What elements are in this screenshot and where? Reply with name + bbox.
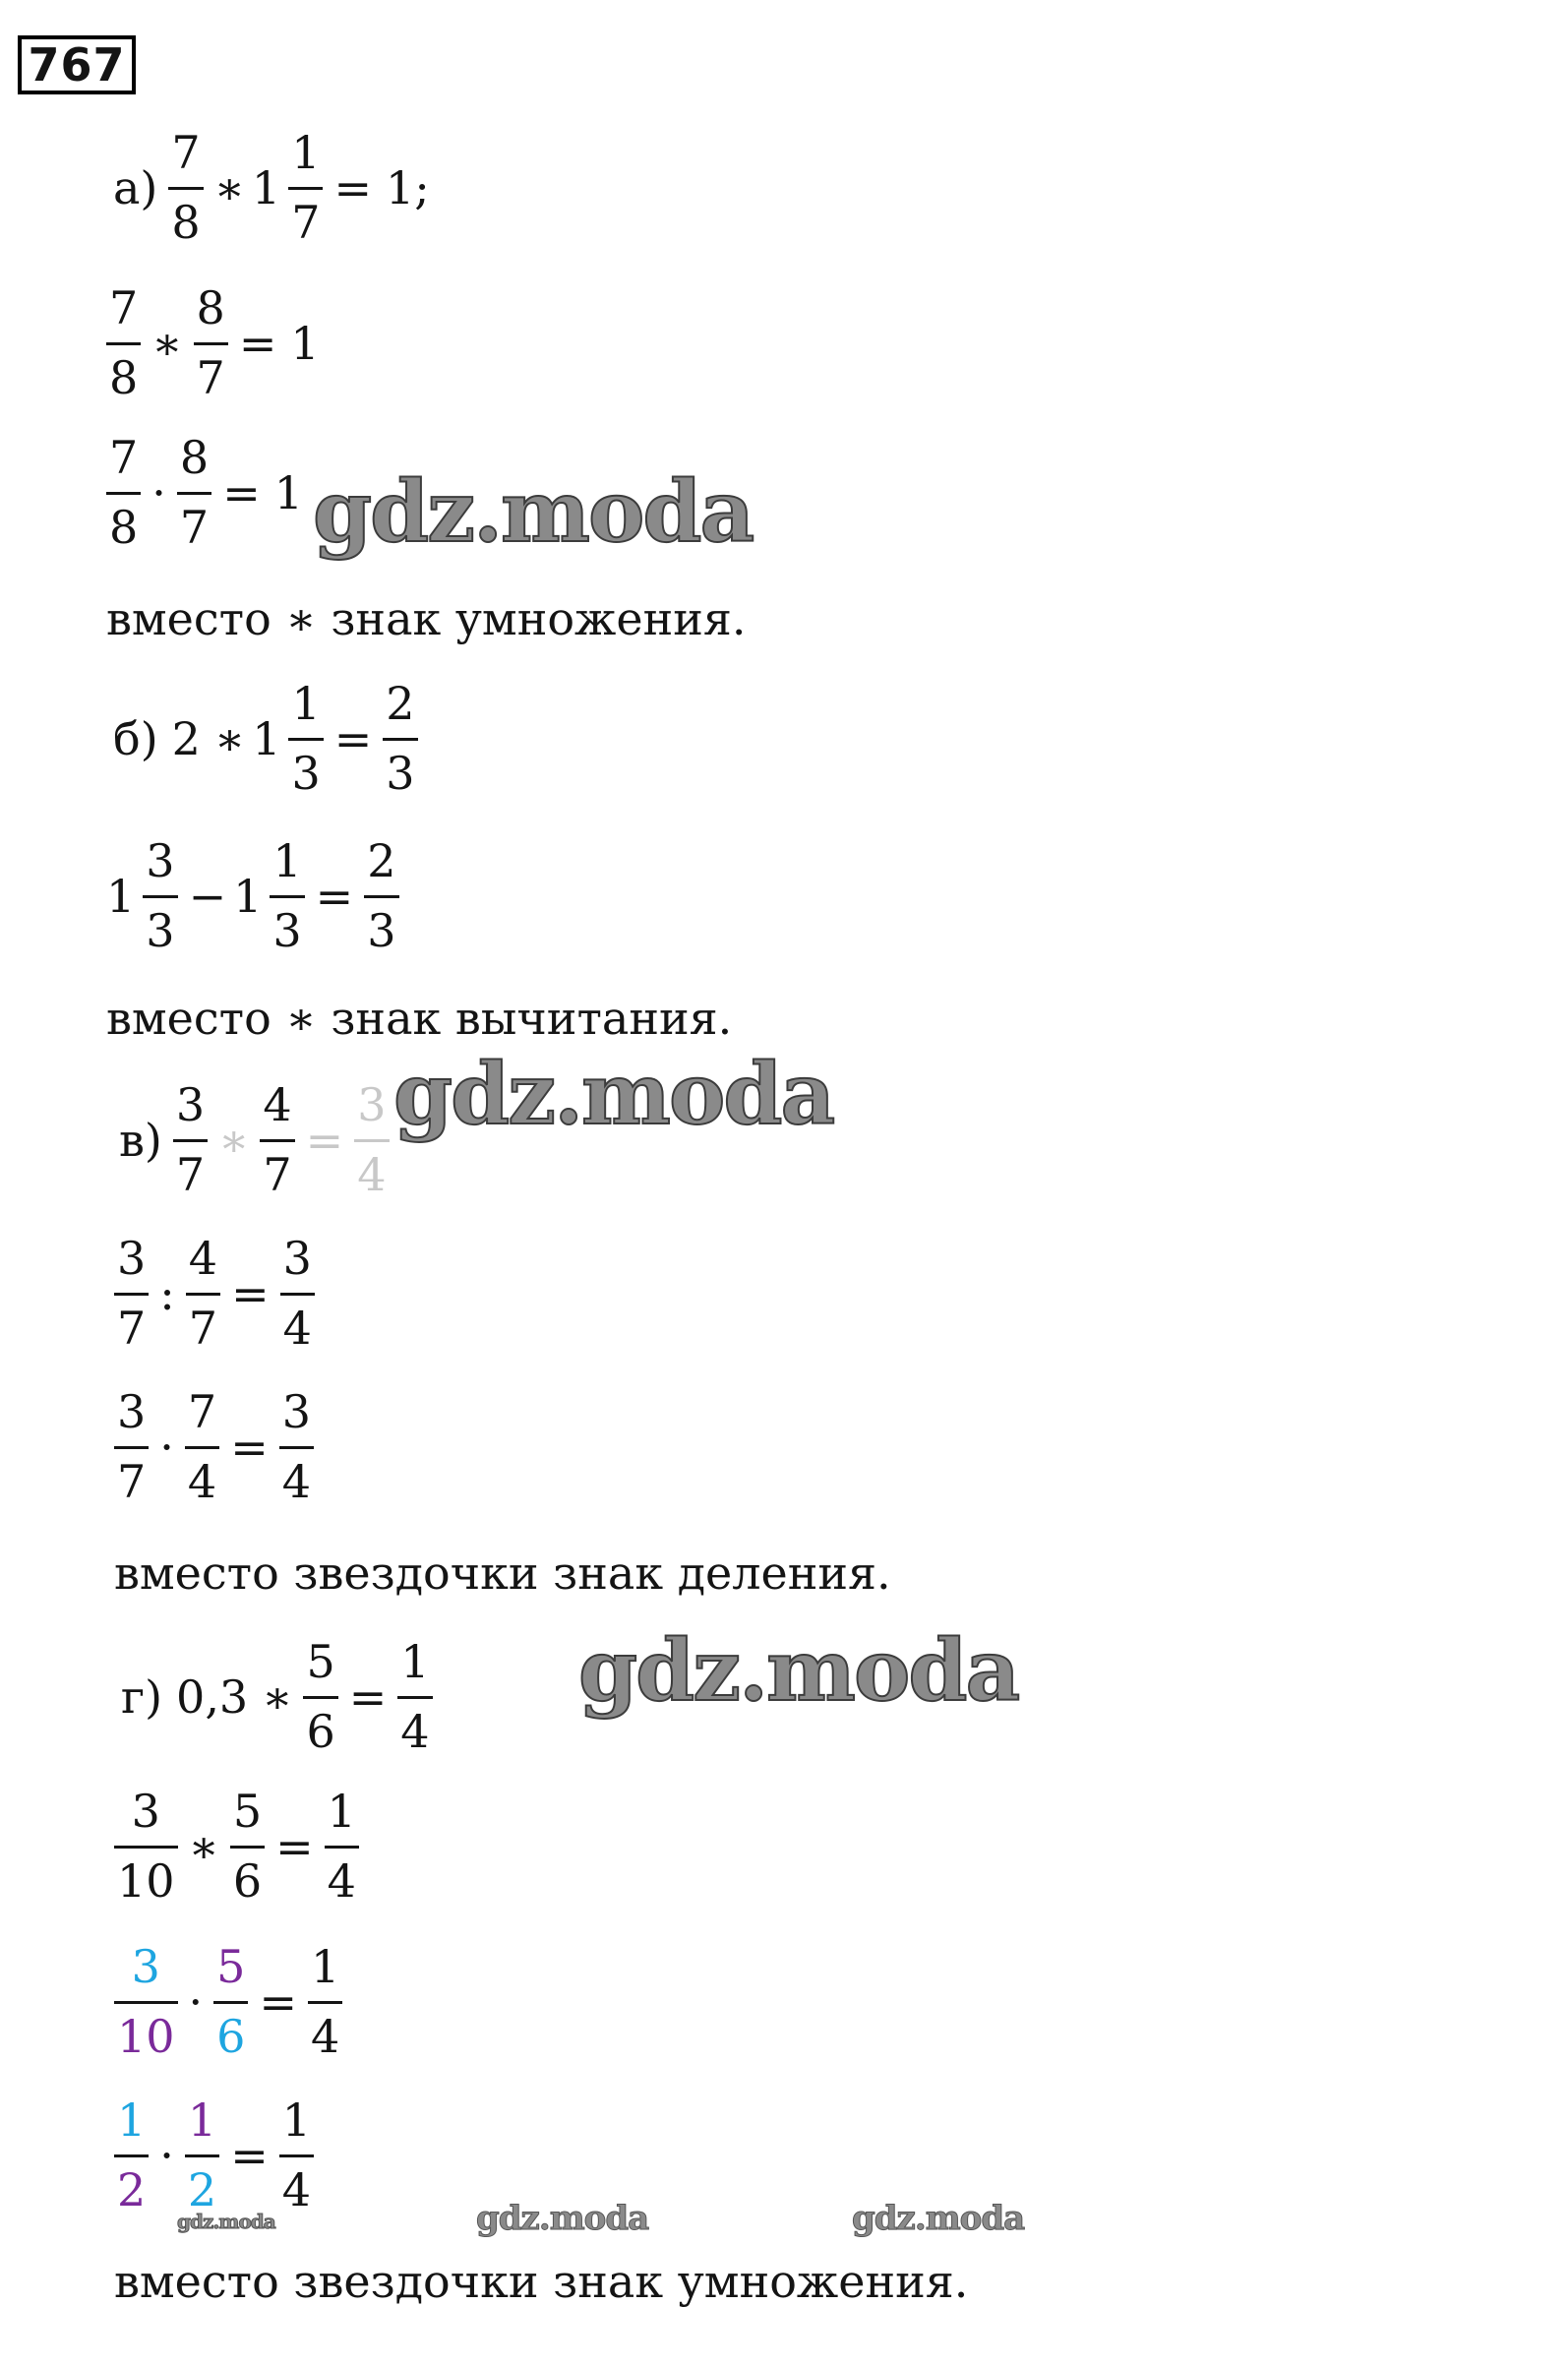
equals-sign: =	[275, 1819, 314, 1873]
equals-sign: =	[333, 160, 373, 214]
equation-b-1	[106, 677, 422, 800]
conclusion-b: вместо ∗ знак вычитания.	[106, 992, 733, 1045]
mixed-number: 1 $\frac{1}{3}$	[233, 838, 309, 953]
item-label-b: б)	[113, 711, 158, 765]
fraction: $\frac{5}{6}$	[213, 1944, 248, 2059]
fraction: $\frac{1}{2}$	[185, 2097, 219, 2213]
task-number: 767	[18, 35, 136, 94]
watermark: gdz.moda	[313, 462, 754, 562]
equals-sign: =	[348, 1669, 388, 1724]
watermark: gdz.moda	[578, 1621, 1019, 1721]
fraction: $\frac{1}{4}$	[279, 2097, 314, 2213]
fraction: $\frac{5}{6}$	[303, 1639, 337, 1754]
mixed-number: 1 $\frac{1}{7}$	[252, 130, 328, 245]
fraction: $\frac{3}{10}$	[114, 1789, 178, 1904]
star-operator: ∗	[213, 160, 245, 214]
fraction: $\frac{3}{7}$	[114, 1389, 149, 1504]
fraction: $\frac{2}{3}$	[383, 681, 417, 796]
fraction: $\frac{4}{7}$	[260, 1082, 294, 1197]
equals-sign: =	[305, 1113, 344, 1167]
mixed-number: 1 $\frac{1}{3}$	[252, 681, 328, 796]
fraction: $\frac{3}{10}$	[114, 1944, 178, 2059]
fraction: $\frac{7}{8}$	[168, 130, 203, 245]
equation-b-2	[106, 834, 403, 957]
fraction: $\frac{8}{7}$	[194, 285, 228, 400]
equation-v-1	[112, 1078, 393, 1201]
watermark: gdz.moda	[476, 2199, 649, 2238]
equals-sign: =	[230, 1420, 269, 1474]
equation-v-3	[110, 1385, 318, 1508]
equals-sign: =	[222, 465, 261, 519]
item-label-v: в)	[119, 1113, 162, 1167]
fraction: $\frac{1}{4}$	[325, 1789, 359, 1904]
fraction: $\frac{7}{8}$	[106, 285, 141, 400]
equation-g-4	[110, 2093, 318, 2216]
star-operator: ∗	[213, 711, 246, 765]
star-operator: ∗	[218, 1113, 250, 1167]
equation-a-2	[102, 281, 327, 404]
fraction: $\frac{3}{7}$	[114, 1236, 149, 1351]
fraction: $\frac{3}{4}$	[354, 1082, 389, 1197]
fraction: $\frac{3}{4}$	[280, 1236, 315, 1351]
fraction: $\frac{1}{4}$	[397, 1639, 432, 1754]
mixed-number: 1 $\frac{3}{3}$	[106, 838, 182, 953]
fraction: $\frac{5}{6}$	[230, 1789, 265, 1904]
fraction: $\frac{3}{4}$	[279, 1389, 314, 1504]
equation-a-1	[106, 126, 437, 249]
colon-operator: :	[159, 1266, 175, 1320]
equals-sign: =	[315, 869, 354, 923]
dot-operator: ·	[188, 1974, 204, 2029]
equation-g-3	[110, 1940, 346, 2063]
result: 1;	[386, 160, 430, 214]
dot-operator: ·	[159, 2128, 174, 2182]
number: 2	[171, 711, 201, 765]
equals-sign: =	[333, 711, 373, 765]
star-operator: ∗	[262, 1669, 293, 1724]
fraction: $\frac{4}{7}$	[186, 1236, 220, 1351]
result: 1	[290, 316, 320, 370]
item-label-a: а)	[113, 160, 158, 214]
equation-g-2	[110, 1785, 363, 1908]
equals-sign: =	[231, 1266, 270, 1320]
watermark: gdz.moda	[393, 1045, 834, 1144]
conclusion-g: вместо звездочки знак умножения.	[114, 2255, 969, 2308]
fraction: $\frac{1}{4}$	[308, 1944, 342, 2059]
equals-sign: =	[259, 1974, 297, 2029]
fraction: $\frac{3}{7}$	[173, 1082, 208, 1197]
equation-a-3	[102, 431, 310, 554]
fraction: $\frac{8}{7}$	[177, 435, 211, 550]
fraction: $\frac{7}{4}$	[185, 1389, 219, 1504]
dot-operator: ·	[159, 1420, 174, 1474]
result: 1	[273, 465, 304, 519]
number: 0,3	[176, 1669, 249, 1724]
equation-v-2	[110, 1232, 319, 1355]
watermark: gdz.moda	[177, 2210, 275, 2233]
conclusion-v: вместо звездочки знак деления.	[114, 1547, 891, 1600]
fraction: $\frac{7}{8}$	[106, 435, 141, 550]
star-operator: ∗	[151, 316, 183, 370]
fraction: $\frac{1}{2}$	[114, 2097, 149, 2213]
conclusion-a: вместо ∗ знак умножения.	[106, 592, 747, 645]
item-label-g: г)	[121, 1669, 163, 1724]
watermark: gdz.moda	[852, 2199, 1025, 2238]
minus-operator: −	[188, 869, 227, 923]
equals-sign: =	[238, 316, 277, 370]
dot-operator: ·	[151, 465, 166, 519]
equation-g-1	[114, 1635, 437, 1758]
star-operator: ∗	[188, 1819, 219, 1873]
equals-sign: =	[230, 2128, 269, 2182]
fraction: $\frac{2}{3}$	[364, 838, 398, 953]
